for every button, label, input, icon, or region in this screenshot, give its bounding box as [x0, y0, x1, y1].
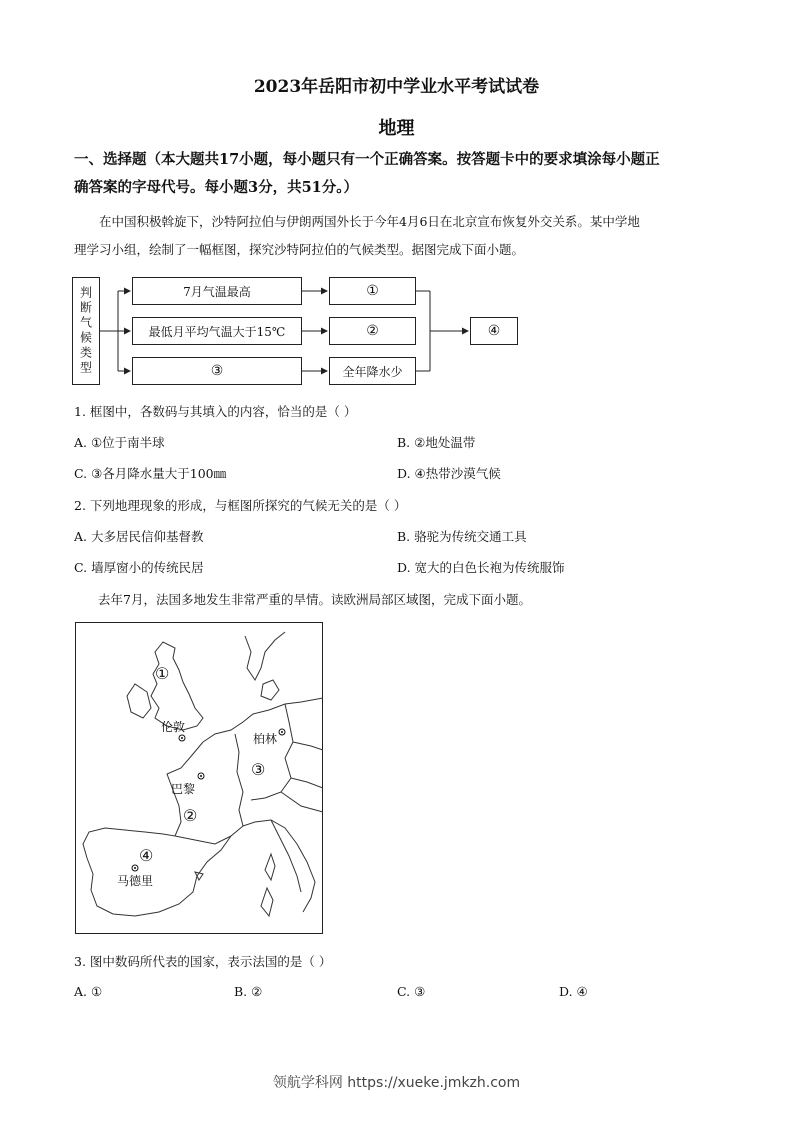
footer-watermark: 领航学科网 https://xueke.jmkzh.com: [272, 1075, 521, 1091]
map-label-3: ③: [251, 760, 266, 779]
map-label-4: ④: [139, 846, 154, 865]
q3-option-b[interactable]: B. ②: [234, 984, 263, 999]
passage-1-line2: 理学习小组，绘制了一幅框图，探究沙特阿拉伯的气候类型。据图完成下面小题。: [74, 242, 525, 257]
q3-stem: 3. 图中数码所代表的国家，表示法国的是（ ）: [74, 954, 332, 969]
map-label-2: ②: [183, 806, 198, 825]
city-paris: 巴黎: [171, 782, 196, 796]
europe-map: [75, 622, 323, 934]
flowchart-row1: 7月气温最高: [132, 277, 302, 305]
flowchart-mid2: ②: [329, 317, 416, 345]
city-berlin: 柏林: [253, 732, 278, 746]
exam-title: 2023年岳阳市初中学业水平考试试卷: [253, 77, 540, 97]
flowchart-result: ④: [470, 317, 518, 345]
q2-stem: 2. 下列地理现象的形成，与框图所探究的气候无关的是（ ）: [74, 498, 407, 513]
section-heading-line2: 确答案的字母代号。每小题3分，共51分。）: [74, 179, 359, 196]
flowchart-mid3: 全年降水少: [329, 357, 416, 385]
europe-map-outline: [75, 622, 323, 934]
q2-option-d[interactable]: D. 宽大的白色长袍为传统服饰: [397, 560, 565, 575]
city-madrid: 马德里: [117, 874, 154, 888]
q2-option-a[interactable]: A. 大多居民信仰基督教: [74, 529, 204, 544]
q3-option-d[interactable]: D. ④: [559, 984, 588, 999]
q1-stem: 1. 框图中，各数码与其填入的内容，恰当的是（ ）: [74, 404, 357, 419]
section-heading-line1: 一、选择题（本大题共17小题，每小题只有一个正确答案。按答题卡中的要求填涂每小题正: [74, 151, 660, 168]
flowchart-row2: 最低月平均气温大于15℃: [132, 317, 302, 345]
flowchart: [72, 275, 532, 387]
map-label-1: ①: [155, 664, 170, 683]
city-london: 伦敦: [161, 720, 186, 734]
q2-option-b[interactable]: B. 骆驼为传统交通工具: [397, 529, 527, 544]
flowchart-mid1: ①: [329, 277, 416, 305]
subject-title: 地理: [378, 118, 415, 139]
q1-option-d[interactable]: D. ④热带沙漠气候: [397, 466, 501, 481]
q1-option-b[interactable]: B. ②地处温带: [397, 435, 476, 450]
flowchart-left-label: 判断气候类型: [72, 277, 100, 385]
q3-option-a[interactable]: A. ①: [74, 984, 103, 999]
q1-option-c[interactable]: C. ③各月降水量大于100㎜: [74, 466, 227, 481]
passage-1-line1: 在中国积极斡旋下，沙特阿拉伯与伊朗两国外长于今年4月6日在北京宣布恢复外交关系。某中学地: [99, 214, 640, 229]
q2-option-c[interactable]: C. 墙厚窗小的传统民居: [74, 560, 204, 575]
passage-1: [74, 208, 734, 264]
flowchart-row3: ③: [132, 357, 302, 385]
q1-option-a[interactable]: A. ①位于南半球: [74, 435, 165, 450]
section-heading: [74, 146, 734, 202]
passage-2: 去年7月，法国多地发生非常严重的旱情。读欧洲局部区域图，完成下面小题。: [98, 592, 531, 607]
q3-option-c[interactable]: C. ③: [397, 984, 426, 999]
